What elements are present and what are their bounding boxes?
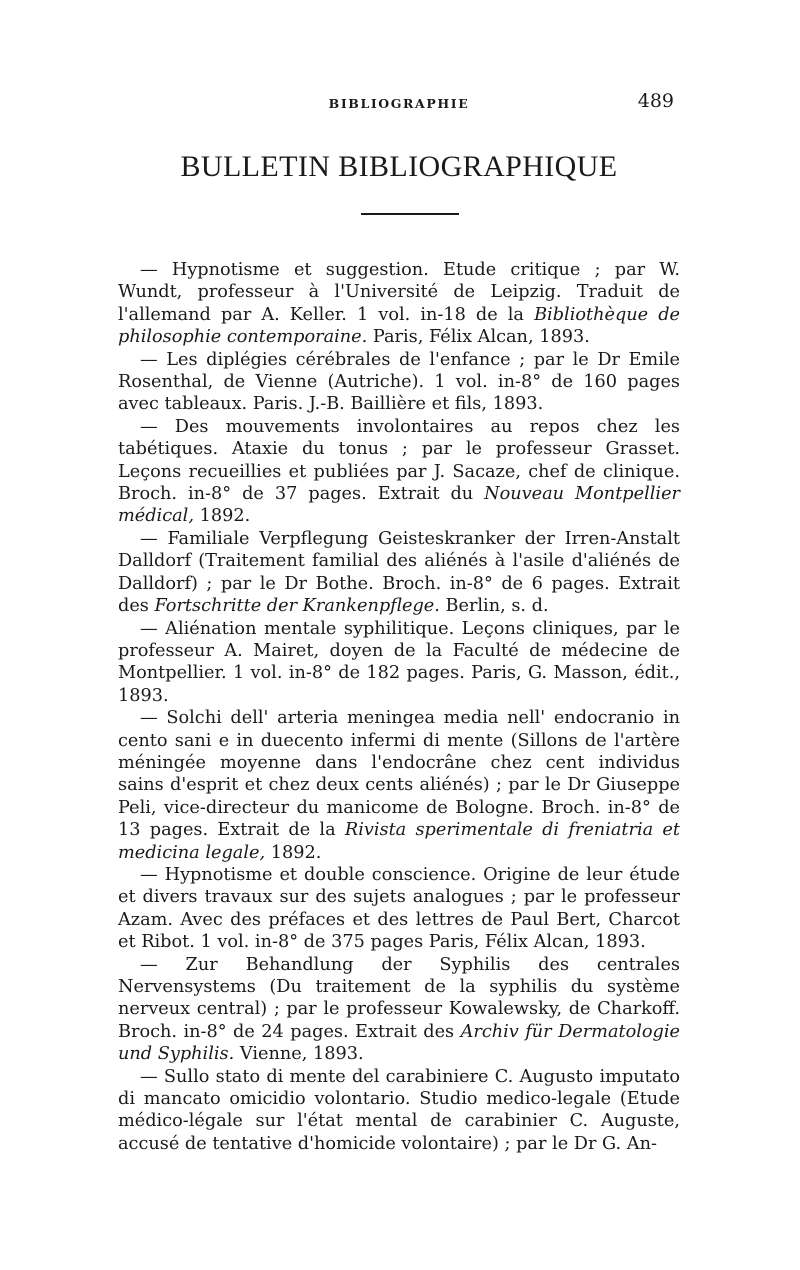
entry-text: — Sullo stato di mente del carabiniere C. Augusto imputato di mancato omicidio volontario. Studio medico-legale (Etude médico-légale sur l'état mental de carabinier C. Auguste, accusé de tentative d'homicide volontaire) ; par le Dr G. An-: [118, 1066, 680, 1154]
section-title: BULLETIN BIBLIOGRAPHIQUE: [180, 150, 618, 183]
entry-text-tail: 1892.: [193, 506, 251, 527]
entry-text: — Hypnotisme et double conscience. Origine de leur étude et divers travaux sur des sujets analogues ; par le professeur Azam. Avec des préfaces et des lettres de Paul Bert, Charcot et Ribot. 1 vol. in-8° de 375 pages Paris, Félix Alcan, 1893.: [118, 864, 680, 953]
entry-text: — Des mouvements involontaires au repos chez les tabétiques. Ataxie du tonus ; par le professeur Grasset. Leçons recueillies et publiées par J. Sacaze, chef de clinique. Broch. in-8° de 37 pages. Extrait du: [118, 416, 680, 505]
entry-text: — Hypnotisme et suggestion. Etude critique ; par W. Wundt, professeur à l'Université de Leipzig. Traduit de l'allemand par A. Keller. 1 vol. in-18 de la: [118, 260, 680, 325]
entry-text-tail: 1892.: [265, 842, 322, 863]
bibliography-entry: [118, 707, 680, 864]
bibliography-entry: [118, 259, 680, 349]
entry-text: — Aliénation mentale syphilitique. Leçons cliniques, par le professeur A. Mairet, doyen de la Faculté de médecine de Montpellier. 1 vol. in-8° de 182 pages. Paris, G. Masson, édit., 1893.: [118, 618, 680, 706]
document-page: [118, 0, 680, 1270]
entry-italic-title: Bibliothèque de philosophie contemporaine.: [118, 304, 681, 348]
entry-italic-title: Rivista sperimentale di freniatria et medicina legale,: [118, 820, 680, 863]
bibliography-entry: [118, 1066, 680, 1156]
bibliography-list: [118, 259, 680, 1155]
bibliography-entry: [118, 864, 680, 954]
entry-italic-title: Fortschritte der Krankenpflege.: [154, 596, 440, 617]
entry-text: — Solchi dell' arteria meningea media nell' endocranio in cento sani e in duecento infermi di mente (Sillons de l'artère méningée moyenne dans l'endocrâne chez cent individus sains d'esprit et chez deux cents aliénés) ; par le Dr Giuseppe Peli, vice-directeur du manicome de Bologne. Broch. in-8° de 13 pages. Extrait de la: [118, 708, 680, 841]
page-number: 489: [637, 90, 674, 112]
title-rule: [361, 213, 459, 215]
bibliography-entry: [118, 416, 680, 528]
running-head: [118, 90, 680, 114]
entry-italic-title: Nouveau Montpellier médical,: [118, 484, 680, 527]
running-title: BIBLIOGRAPHIE: [328, 96, 470, 111]
entry-italic-title: Archiv für Dermatologie und Syphilis.: [118, 1021, 680, 1065]
entry-text: — Zur Behandlung der Syphilis des centrales Nervensystems (Du traitement de la syphilis du système nerveux central) ; par le professeur Kowalewsky, de Charkoff. Broch. in-8° de 24 pages. Extrait des: [118, 954, 680, 1042]
bibliography-entry: [118, 528, 680, 618]
entry-text: — Familiale Verpflegung Geisteskranker der Irren-Anstalt Dalldorf (Traitement familial des aliénés à l'asile d'aliénés de Dalldorf) ; par le Dr Bothe. Broch. in-8° de 6 pages. Extrait des: [118, 528, 680, 617]
bibliography-entry: [118, 618, 680, 708]
entry-text-tail: Berlin, s. d.: [439, 596, 549, 617]
bibliography-entry: [118, 954, 680, 1066]
entry-text-tail: Paris, Félix Alcan, 1893.: [367, 327, 590, 348]
bibliography-entry: [118, 349, 680, 416]
entry-text-tail: Vienne, 1893.: [234, 1044, 364, 1065]
entry-text: — Les diplégies cérébrales de l'enfance ; par le Dr Emile Rosenthal, de Vienne (Autriche). 1 vol. in-8° de 160 pages avec tableaux. Paris. J.-B. Baillière et fils, 1893.: [118, 349, 680, 415]
